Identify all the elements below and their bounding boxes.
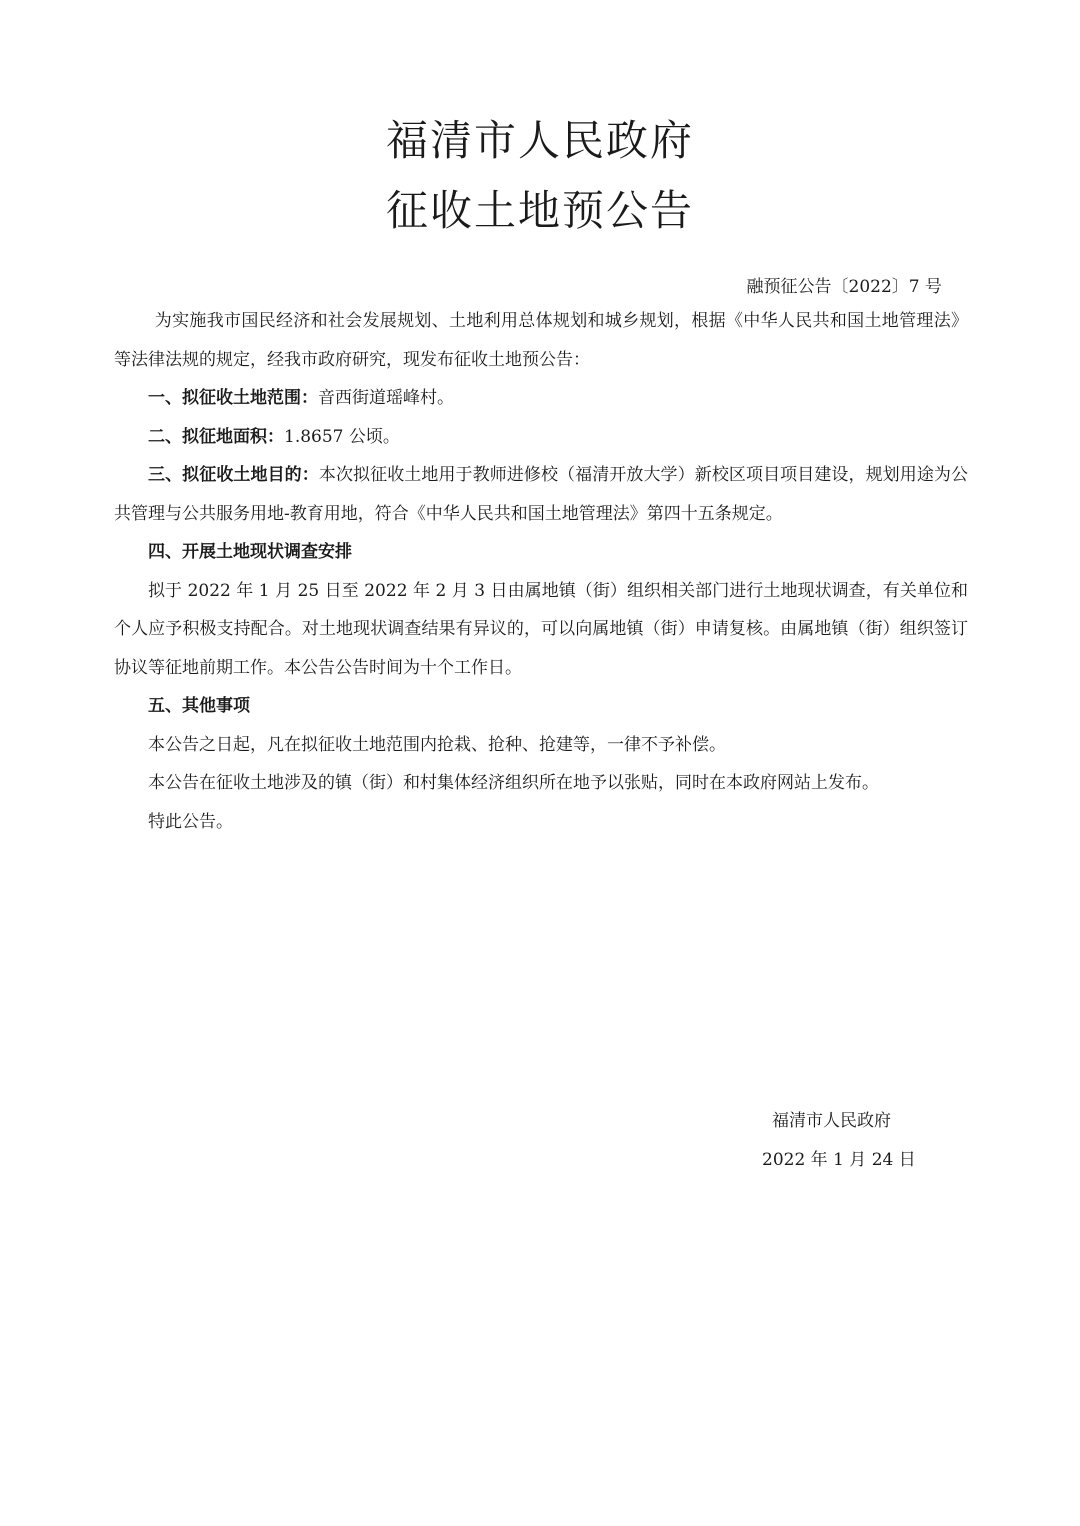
section-1-label: 一、拟征收土地范围： — [148, 388, 318, 408]
section-4-heading: 四、开展土地现状调查安排 — [148, 542, 352, 562]
document-title-line1: 福清市人民政府 — [385, 116, 694, 165]
closing-line: 特此公告。 — [148, 811, 233, 832]
document-number: 融预征公告〔2022〕7 号 — [746, 277, 942, 297]
document-body — [114, 302, 968, 841]
section-3-label: 三、拟征收土地目的： — [148, 465, 319, 485]
section-2-text: 1.8657 公顷。 — [284, 426, 400, 447]
section-5-heading: 五、其他事项 — [148, 696, 250, 716]
section-2 — [114, 418, 968, 457]
section-4-text: 拟于 2022 年 1 月 25 日至 2022 年 2 月 3 日由属地镇（街）组织相关部门进行土地现状调查，有关单位和个人应予积极支持配合。对土地现状调查结果有异议的，可以向属地镇（街）申请复核。由属地镇（街）组织签订协议等征地前期工作。本公告公告时间为十个工作日。 — [114, 580, 968, 678]
section-3 — [114, 456, 968, 533]
section-1-text: 音西街道瑶峰村。 — [318, 388, 454, 408]
document-title-line2: 征收土地预公告 — [385, 186, 694, 235]
section-5-text-1: 本公告之日起，凡在拟征收土地范围内抢栽、抢种、抢建等，一律不予补偿。 — [148, 734, 726, 755]
section-3-text: 本次拟征收土地用于教师进修校（福清开放大学）新校区项目项目建设，规划用途为公共管理与公共服务用地-教育用地，符合《中华人民共和国土地管理法》第四十五条规定。 — [114, 465, 969, 524]
intro-paragraph: 为实施我市国民经济和社会发展规划、土地利用总体规划和城乡规划，根据《中华人民共和国土地管理法》等法律法规的规定，经我市政府研究，现发布征收土地预公告： — [114, 311, 968, 370]
signature-organization: 福清市人民政府 — [772, 1111, 891, 1131]
section-1 — [114, 379, 968, 418]
section-2-label: 二、拟征地面积： — [148, 426, 284, 447]
section-5-text-2: 本公告在征收土地涉及的镇（街）和村集体经济组织所在地予以张贴，同时在本政府网站上发布。 — [148, 773, 879, 793]
signature-date: 2022 年 1 月 24 日 — [762, 1150, 916, 1170]
